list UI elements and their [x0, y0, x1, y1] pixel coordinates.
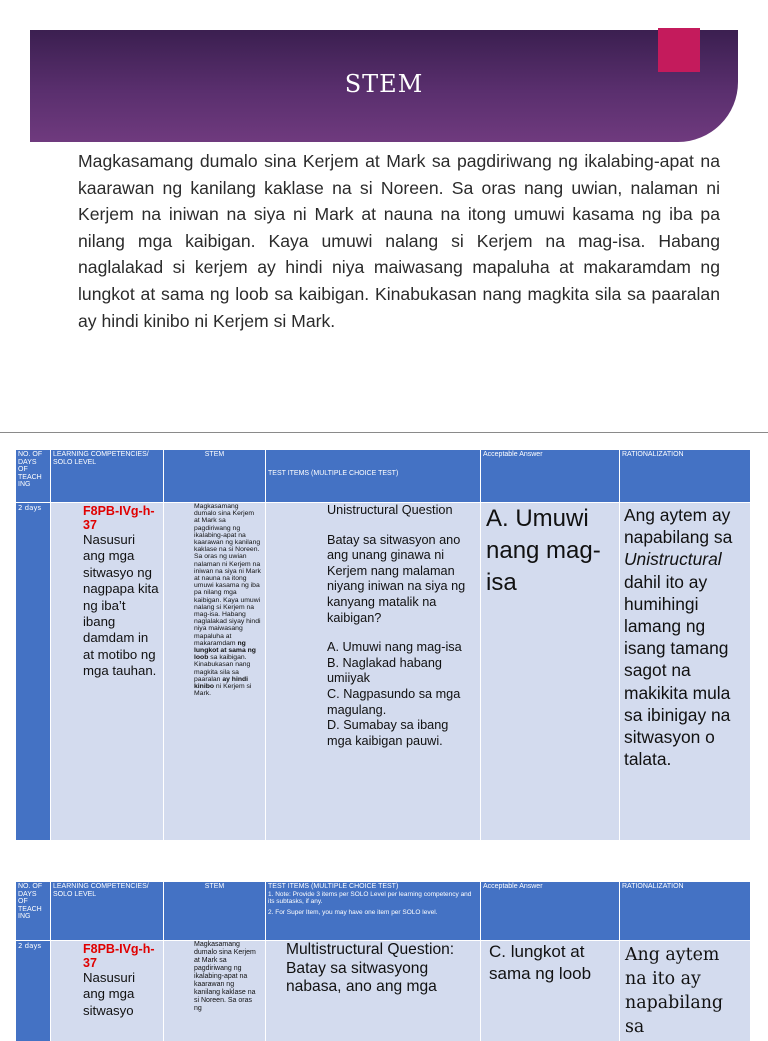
cell-rationalization: [620, 503, 750, 840]
header-competency: LEARNING COMPETENCIES/ SOLO LEVEL: [51, 450, 163, 502]
page-divider: [0, 432, 768, 433]
question-text: Batay sa sitwasyon ano ang unang ginawa ni Kerjem nang malaman niyang iniwan na siya ng kanyang matalik na kaibigan?: [327, 532, 466, 625]
header-answer-label: Acceptable Answer: [483, 451, 543, 458]
accent-tab: [658, 28, 700, 72]
choice-a: A. Umuwi nang mag-isa: [327, 640, 462, 655]
cell-test-items: [266, 503, 480, 840]
choice-c: C. Nagpasundo sa mga magulang.: [327, 686, 461, 717]
choice-b: B. Naglakad habang umiiyak: [327, 655, 442, 686]
cell-days: 2 days: [16, 503, 50, 840]
story-paragraph: Magkasamang dumalo sina Kerjem at Mark sa pagdiriwang ng ikalabing-apat na kaarawan ng kanilang kaklase na si Noreen. Sa oras nang uwian, nalaman ni Kerjem na iniwan na siya ni Mark at nauna na itong umuwi kasama ng iba pa nilang mga kaibigan. Kaya umuwi nalang si Kerjem na mag-isa. Habang naglalakad si kerjem ay hindi niya maiwasang mapaluha at makaramdam ng lungkot at sama ng loob sa kaibigan. Kinabukasan nang magkita sila sa paaralan ay hindi kinibo ni Kerjem si Mark.: [78, 151, 720, 331]
stem-bold-1: ng lungkot at sama ng loob: [194, 639, 256, 662]
header-note-1: 1. Note: Provide 3 items per SOLO Level per learning competency and its subtasks, if any.: [268, 890, 472, 905]
competency-description-2: Nasusuri ang mga sitwasyo: [83, 970, 136, 1018]
question-type: Unistructural Question: [327, 503, 453, 517]
cell-stem-2: Magkasamang dumalo sina Kerjem at Mark sa pagdiriwang ng ikalabing-apat na kaarawan ng kanilang kaklase na si Noreen. Sa oras ng: [164, 941, 265, 1041]
rationalization-text-1: Ang aytem ay napabilang sa: [624, 505, 733, 548]
cell-answer-2: C. lungkot at sama ng loob: [481, 941, 619, 1041]
cell-stem: [164, 503, 265, 840]
cell-test-items-2: Multistructural Question: Batay sa sitwasyong nabasa, ano ang mga: [266, 941, 480, 1041]
stem-bold-2: ay hindi kinibo: [194, 675, 249, 691]
competency-description: Nasusuri ang mga sitwasyo ng nagpapa kita ng iba’t ibang damdam in at motibo ng mga tauhan.: [83, 532, 159, 679]
header-answer: [481, 450, 619, 502]
header-test-items-label: TEST ITEMS (MULTIPLE CHOICE TEST): [268, 470, 399, 477]
slide-title: STEM: [344, 70, 424, 98]
choice-d: D. Sumabay sa ibang mga kaibigan pauwi.: [327, 718, 449, 748]
header-note-2: 2. For Super Item, you may have one item per SOLO level.: [268, 908, 438, 916]
header-answer-2-label: Acceptable Answer: [483, 883, 543, 890]
rationalization-text-2: dahil ito ay humihingi lamang ng isang tamang sagot na makikita mula sa ibinigay na sitwasyon o talata.: [624, 571, 731, 770]
title-banner: [30, 30, 738, 142]
competency-code: F8PB-IVg-h-37: [83, 504, 155, 532]
cell-days-2: 2 days: [16, 941, 50, 1041]
assessment-table-1: [16, 450, 750, 840]
header-test-items: [266, 450, 480, 502]
competency-code-2: F8PB-IVg-h-37: [83, 942, 155, 970]
header-days-2: NO. OF DAYS OF TEACH ING: [16, 882, 50, 940]
header-days: NO. OF DAYS OF TEACH ING: [16, 450, 50, 502]
header-stem: STEM: [164, 450, 265, 502]
header-answer-2: [481, 882, 619, 940]
header-test-items-2: [266, 882, 480, 940]
header-test-items-2-label: TEST ITEMS (MULTIPLE CHOICE TEST): [268, 883, 399, 890]
stem-text-2: sa kaibigan. Kinabukasan nang magkita sila sa paaralan: [194, 654, 251, 683]
stem-text-1: Magkasamang dumalo sina Kerjem at Mark sa pagdiriwang ng ikalabing-apat na kaarawan ng kanilang kaklase na si Noreen. Sa oras ng uwian nalaman ni Kerjem na iniwan na siya ni Mark at nauna na itong umuwi kasama ng iba pa nilang mga kaibigan. Kaya umuwi nalang si Kerjem na mag-isa. Habang naglalakad siyay hindi niya maiwasang mapaluha at makaramdam: [194, 503, 261, 647]
header-rationalization-2: RATIONALIZATION: [620, 882, 750, 940]
cell-answer: A. Umuwi nang mag-isa: [481, 503, 619, 840]
stem-text-3: ni Kerjem si Mark.: [194, 683, 252, 698]
cell-competency-2: [51, 941, 163, 1041]
cell-competency: [51, 503, 163, 840]
rationalization-level: Unistructural: [624, 549, 722, 570]
assessment-table-2: [16, 882, 750, 1037]
cell-rationalization-2: Ang aytem na ito ay napabilang sa: [620, 941, 750, 1041]
header-competency-2: LEARNING COMPETENCIES/ SOLO LEVEL: [51, 882, 163, 940]
header-stem-2: STEM: [164, 882, 265, 940]
header-rationalization: RATIONALIZATION: [620, 450, 750, 502]
